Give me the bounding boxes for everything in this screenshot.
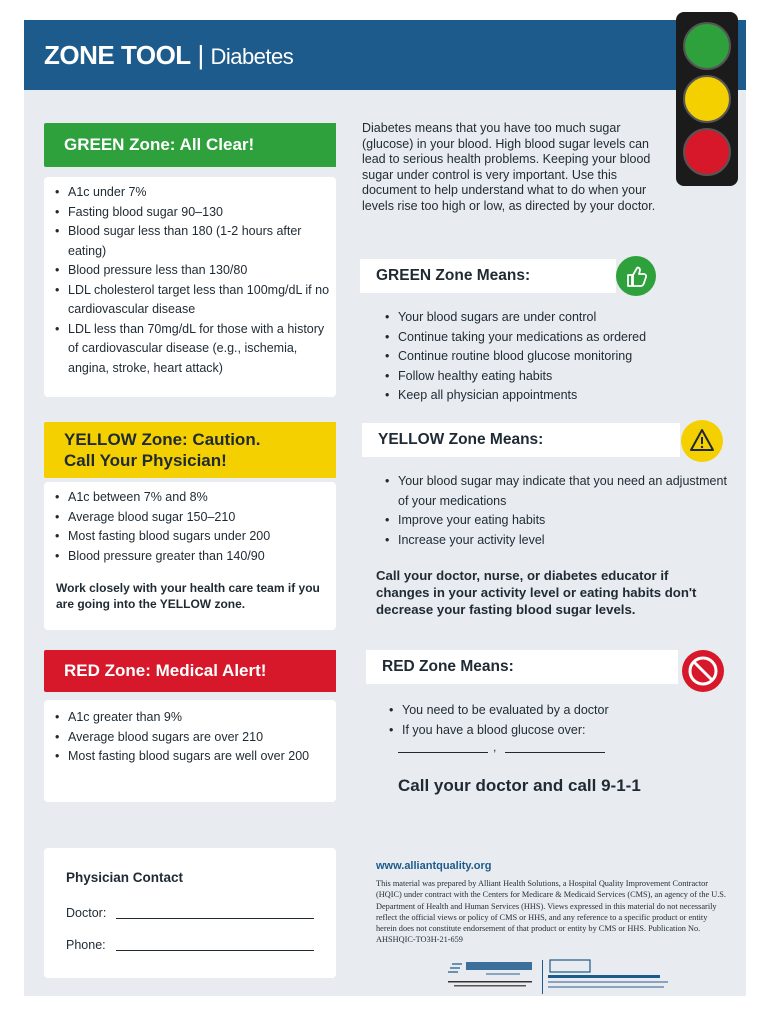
green-zone-item: • Blood sugar less than 180 (1-2 hours after eating) — [68, 222, 336, 261]
thumbs-up-icon — [616, 256, 656, 296]
yellow-zone-title — [44, 422, 336, 478]
green-means-item: • Keep all physician appointments — [398, 386, 738, 406]
green-zone-item: • LDL less than 70mg/dL for those with a history of cardiovascular disease (e.g., ischemia, angina, stroke, heart attack) — [68, 320, 336, 379]
green-zone-item: • LDL cholesterol target less than 100mg/dL if no cardiovascular disease — [68, 281, 336, 320]
green-zone-item: • Blood pressure less than 130/80 — [68, 261, 336, 281]
red-zone-item: • Most fasting blood sugars are well over 200 — [68, 747, 336, 767]
glucose-blank-2[interactable] — [505, 752, 605, 753]
physician-contact-card — [44, 848, 336, 978]
doctor-label: Doctor: — [66, 906, 107, 920]
traffic-light-icon — [676, 12, 738, 186]
header-banner — [24, 20, 746, 90]
red-zone-card — [44, 700, 336, 802]
page-title: ZONE TOOL | Diabetes — [44, 40, 294, 70]
green-means-item: • Continue routine blood glucose monitoring — [398, 347, 738, 367]
yellow-zone-item: • Average blood sugar 150–210 — [68, 508, 336, 528]
yellow-title-line2: Call Your Physician! — [64, 451, 227, 470]
footer-url[interactable]: www.alliantquality.org — [376, 860, 492, 872]
green-lamp-icon — [683, 22, 731, 70]
yellow-means-item: • Improve your eating habits — [398, 511, 728, 531]
footer-disclaimer: This material was prepared by Alliant Health Solutions, a Hospital Quality Improvement Contractor (HQIC) under contract with the Centers for Medicare & Medicaid Services (CMS), an agency of the U.S. Department of Health and Human Services (HHS). Views expressed in this material do not necessarily reflect the official views or policy of CMS or HHS, and any reference to a specific product or entity herein does not constitute endorsement of that product or entity by CMS or HHS. Publication No. AHSHQIC-TO3H-21-659 — [376, 879, 726, 945]
intro-text: Diabetes means that you have too much sugar (glucose) in your blood. High blood sugar levels can lead to serious health problems. Keeping your blood sugar under control is very important. Use this document to help understand what to do when your levels rise too high or low, as directed by your doctor. — [362, 121, 656, 213]
red-zone-item: • A1c greater than 9% — [68, 708, 336, 728]
red-means-item: • If you have a blood glucose over: — [402, 721, 732, 741]
red-zone-item: • Average blood sugars are over 210 — [68, 728, 336, 748]
green-means-title: GREEN Zone Means: — [360, 259, 616, 293]
yellow-zone-list — [44, 488, 336, 566]
red-zone-list — [44, 708, 336, 767]
yellow-title-line1: YELLOW Zone: Caution. — [64, 430, 261, 449]
hqic-logo — [548, 958, 672, 994]
green-means-list — [374, 308, 738, 406]
red-zone-title: RED Zone: Medical Alert! — [44, 650, 336, 692]
no-entry-icon — [682, 650, 724, 692]
yellow-lamp-icon — [683, 75, 731, 123]
phone-field[interactable] — [116, 950, 314, 951]
phone-label: Phone: — [66, 938, 106, 952]
green-means-item: • Continue taking your medications as ordered — [398, 328, 738, 348]
red-lamp-icon — [683, 128, 731, 176]
yellow-call-note: Call your doctor, nurse, or diabetes educator if changes in your activity level or eating habits don't decrease your fasting blood sugar levels. — [376, 568, 697, 617]
red-call-note: Call your doctor and call 9-1-1 — [398, 776, 641, 795]
logo-divider — [542, 960, 543, 994]
green-zone-title: GREEN Zone: All Clear! — [44, 123, 336, 167]
green-means-item: • Your blood sugars are under control — [398, 308, 738, 328]
warning-icon — [681, 420, 723, 462]
green-zone-card — [44, 177, 336, 397]
yellow-zone-card — [44, 482, 336, 630]
doctor-field[interactable] — [116, 918, 314, 919]
red-means-item: • You need to be evaluated by a doctor — [402, 701, 732, 721]
glucose-blank-separator: , — [493, 740, 497, 754]
red-means-list — [378, 701, 732, 740]
green-means-item: • Follow healthy eating habits — [398, 367, 738, 387]
alliant-logo — [446, 956, 538, 992]
yellow-means-title: YELLOW Zone Means: — [362, 423, 680, 457]
glucose-blank-1[interactable] — [398, 752, 488, 753]
contact-title: Physician Contact — [66, 870, 184, 885]
yellow-zone-item: • A1c between 7% and 8% — [68, 488, 336, 508]
yellow-zone-item: • Most fasting blood sugars under 200 — [68, 527, 336, 547]
yellow-means-item: • Your blood sugar may indicate that you need an adjustment of your medications — [398, 472, 728, 511]
yellow-means-list — [374, 472, 728, 550]
green-zone-list — [44, 183, 336, 378]
red-means-title: RED Zone Means: — [366, 650, 678, 684]
yellow-note: Work closely with your health care team if you are going into the YELLOW zone. — [56, 581, 320, 611]
yellow-means-item: • Increase your activity level — [398, 531, 728, 551]
green-zone-item: • A1c under 7% — [68, 183, 336, 203]
yellow-zone-item: • Blood pressure greater than 140/90 — [68, 547, 336, 567]
green-zone-item: • Fasting blood sugar 90–130 — [68, 203, 336, 223]
